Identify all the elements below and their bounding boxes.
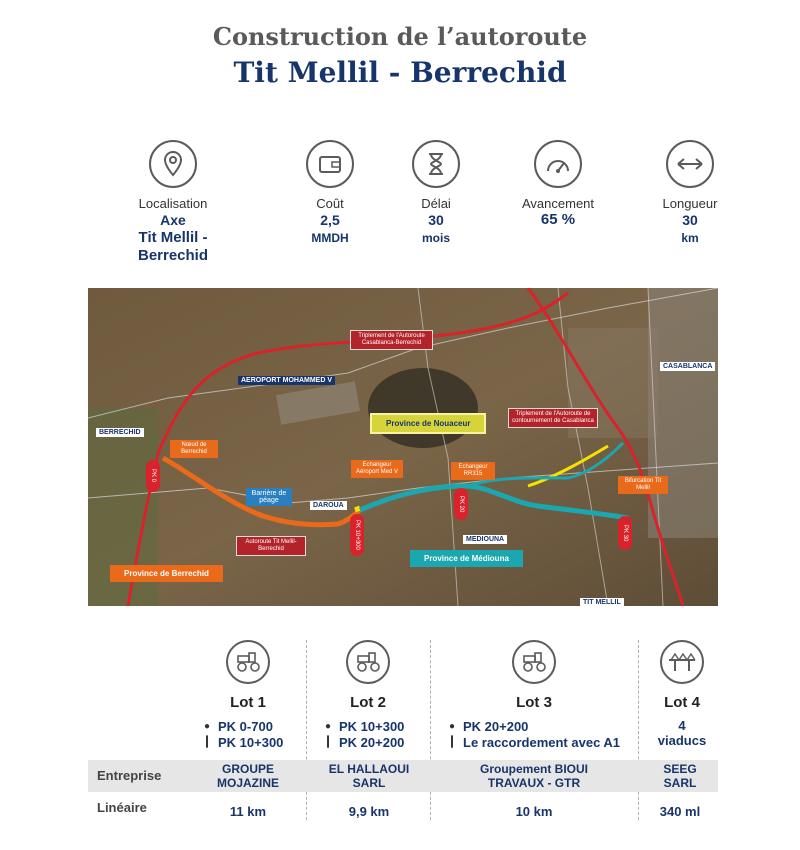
lot-4-lineaire: 340 ml: [659, 804, 701, 819]
label-barriere: Barrière de péage: [246, 488, 292, 506]
lot-2-lineaire: 9,9 km: [348, 804, 390, 819]
city-daroua: DAROUA: [310, 501, 347, 510]
lot-3-entreprise: [436, 762, 632, 790]
label-triplement-1: Triplement de l'Autoroute Casablanca-Berrechid: [350, 330, 433, 350]
stat-cout: [290, 140, 370, 247]
province-mediouna: Province de Médiouna: [410, 550, 523, 567]
lot-3-pk: [447, 718, 620, 750]
stat-avancement: [508, 140, 608, 229]
pin-icon: ┃: [448, 736, 456, 748]
city-mediouna: MEDIOUNA: [463, 535, 507, 544]
lot-4-viaducs: [650, 718, 714, 748]
stat-label: Avancement: [521, 196, 595, 211]
marker-pk10: PK 10+300: [350, 514, 364, 556]
entreprise-label: Entreprise: [97, 768, 162, 783]
marker-pk30: PK 30: [618, 516, 632, 550]
entreprise-line: SEEG: [663, 762, 697, 776]
entreprise-line: Groupement BIOUI: [479, 762, 588, 776]
entreprise-line: GROUPE: [221, 762, 274, 776]
label-noeud: Nœud de Berrechid: [170, 440, 218, 458]
lot-3-lineaire: 10 km: [515, 804, 553, 819]
province-berrechid: Province de Berrechid: [110, 565, 223, 582]
lot-2-header: [320, 640, 416, 711]
pk-start: PK 10+300: [339, 718, 405, 734]
province-nouaceur: Province de Nouaceur: [370, 413, 486, 434]
pk-start: PK 20+200: [463, 718, 529, 734]
lot-3-header: [486, 640, 582, 711]
entreprise-line: TRAVAUX - GTR: [487, 776, 581, 790]
tractor-icon: [346, 640, 390, 684]
stat-value: Axe: [160, 212, 186, 228]
lot-2-entreprise: [312, 762, 426, 790]
lot-name: Lot 2: [350, 694, 386, 711]
lot-4-header: [634, 640, 730, 711]
entreprise-line: SARL: [663, 776, 697, 790]
stat-delai: [396, 140, 476, 247]
label-bifurcation: Bifurcation Tit Mellil: [618, 476, 668, 494]
marker-pk0: PK 0: [146, 460, 160, 492]
pin-icon: ┃: [203, 736, 211, 748]
lot-2-pk: [323, 718, 404, 750]
wallet-icon: [306, 140, 354, 188]
viaduct-label: viaducs: [657, 733, 707, 748]
stat-value: Tit Mellil - Berrechid: [137, 229, 209, 264]
viaduct-count: 4: [678, 718, 686, 733]
page-title-line1: Construction de l’autoroute: [212, 22, 588, 51]
lot-name: Lot 1: [230, 694, 266, 711]
pk-start: PK 0-700: [218, 718, 273, 734]
pk-end: PK 20+200: [339, 734, 405, 750]
stat-label: Localisation: [138, 196, 208, 211]
label-triplement-2: Triplement de l'Autoroute de contournement de Casablanca: [508, 408, 598, 428]
entreprise-line: EL HALLAOUI: [328, 762, 410, 776]
lot-1-entreprise: [196, 762, 300, 790]
page-title-line2: Tit Mellil - Berrechid: [233, 56, 567, 89]
stat-label: Longueur: [662, 196, 718, 211]
stat-value: 2,5: [320, 212, 340, 228]
location-pin-icon: [149, 140, 197, 188]
pk-end: PK 10+300: [218, 734, 284, 750]
pin-icon: ┃: [324, 736, 332, 748]
label-autoroute: Autoroute Tit Mellil-Berrechid: [236, 536, 306, 556]
project-map: [88, 288, 718, 606]
label-echangeur-1: Echangeur Aéroport Med V: [351, 460, 403, 478]
entreprise-line: MOJAZINE: [216, 776, 279, 790]
stat-unit: MMDH: [311, 231, 349, 245]
viaduct-icon: [660, 640, 704, 684]
tractor-icon: [512, 640, 556, 684]
speedometer-icon: [534, 140, 582, 188]
marker-pk20: PK 20: [454, 488, 468, 520]
stat-value: 65 %: [540, 211, 576, 228]
pin-icon: ●: [324, 720, 332, 732]
lot-1-pk: [202, 718, 283, 750]
stat-localisation: [118, 140, 228, 265]
city-berrechid: BERRECHID: [96, 428, 144, 437]
stat-unit: km: [681, 231, 699, 245]
label-echangeur-2: Echangeur RR315: [451, 462, 495, 480]
stat-longueur: [650, 140, 730, 247]
pk-end: Le raccordement avec A1: [463, 734, 621, 750]
column-divider: [306, 640, 307, 820]
stat-label: Délai: [421, 196, 451, 211]
lot-name: Lot 4: [664, 694, 700, 711]
lot-name: Lot 3: [516, 694, 552, 711]
lot-4-entreprise: [642, 762, 718, 790]
city-titmellil: TIT MELLIL: [580, 598, 624, 606]
hourglass-icon: [412, 140, 460, 188]
stat-value: 30: [428, 212, 444, 228]
double-arrow-icon: [666, 140, 714, 188]
pin-icon: ●: [448, 720, 456, 732]
city-casablanca: CASABLANCA: [660, 362, 715, 371]
lineaire-label: Linéaire: [97, 800, 147, 815]
stat-label: Coût: [316, 196, 344, 211]
pin-icon: ●: [203, 720, 211, 732]
city-airport: AEROPORT MOHAMMED V: [238, 376, 335, 385]
lot-1-lineaire: 11 km: [229, 804, 267, 819]
tractor-icon: [226, 640, 270, 684]
stat-value: 30: [682, 212, 698, 228]
column-divider: [430, 640, 431, 820]
stat-unit: mois: [421, 231, 450, 245]
entreprise-line: SARL: [352, 776, 386, 790]
lot-1-header: [200, 640, 296, 711]
